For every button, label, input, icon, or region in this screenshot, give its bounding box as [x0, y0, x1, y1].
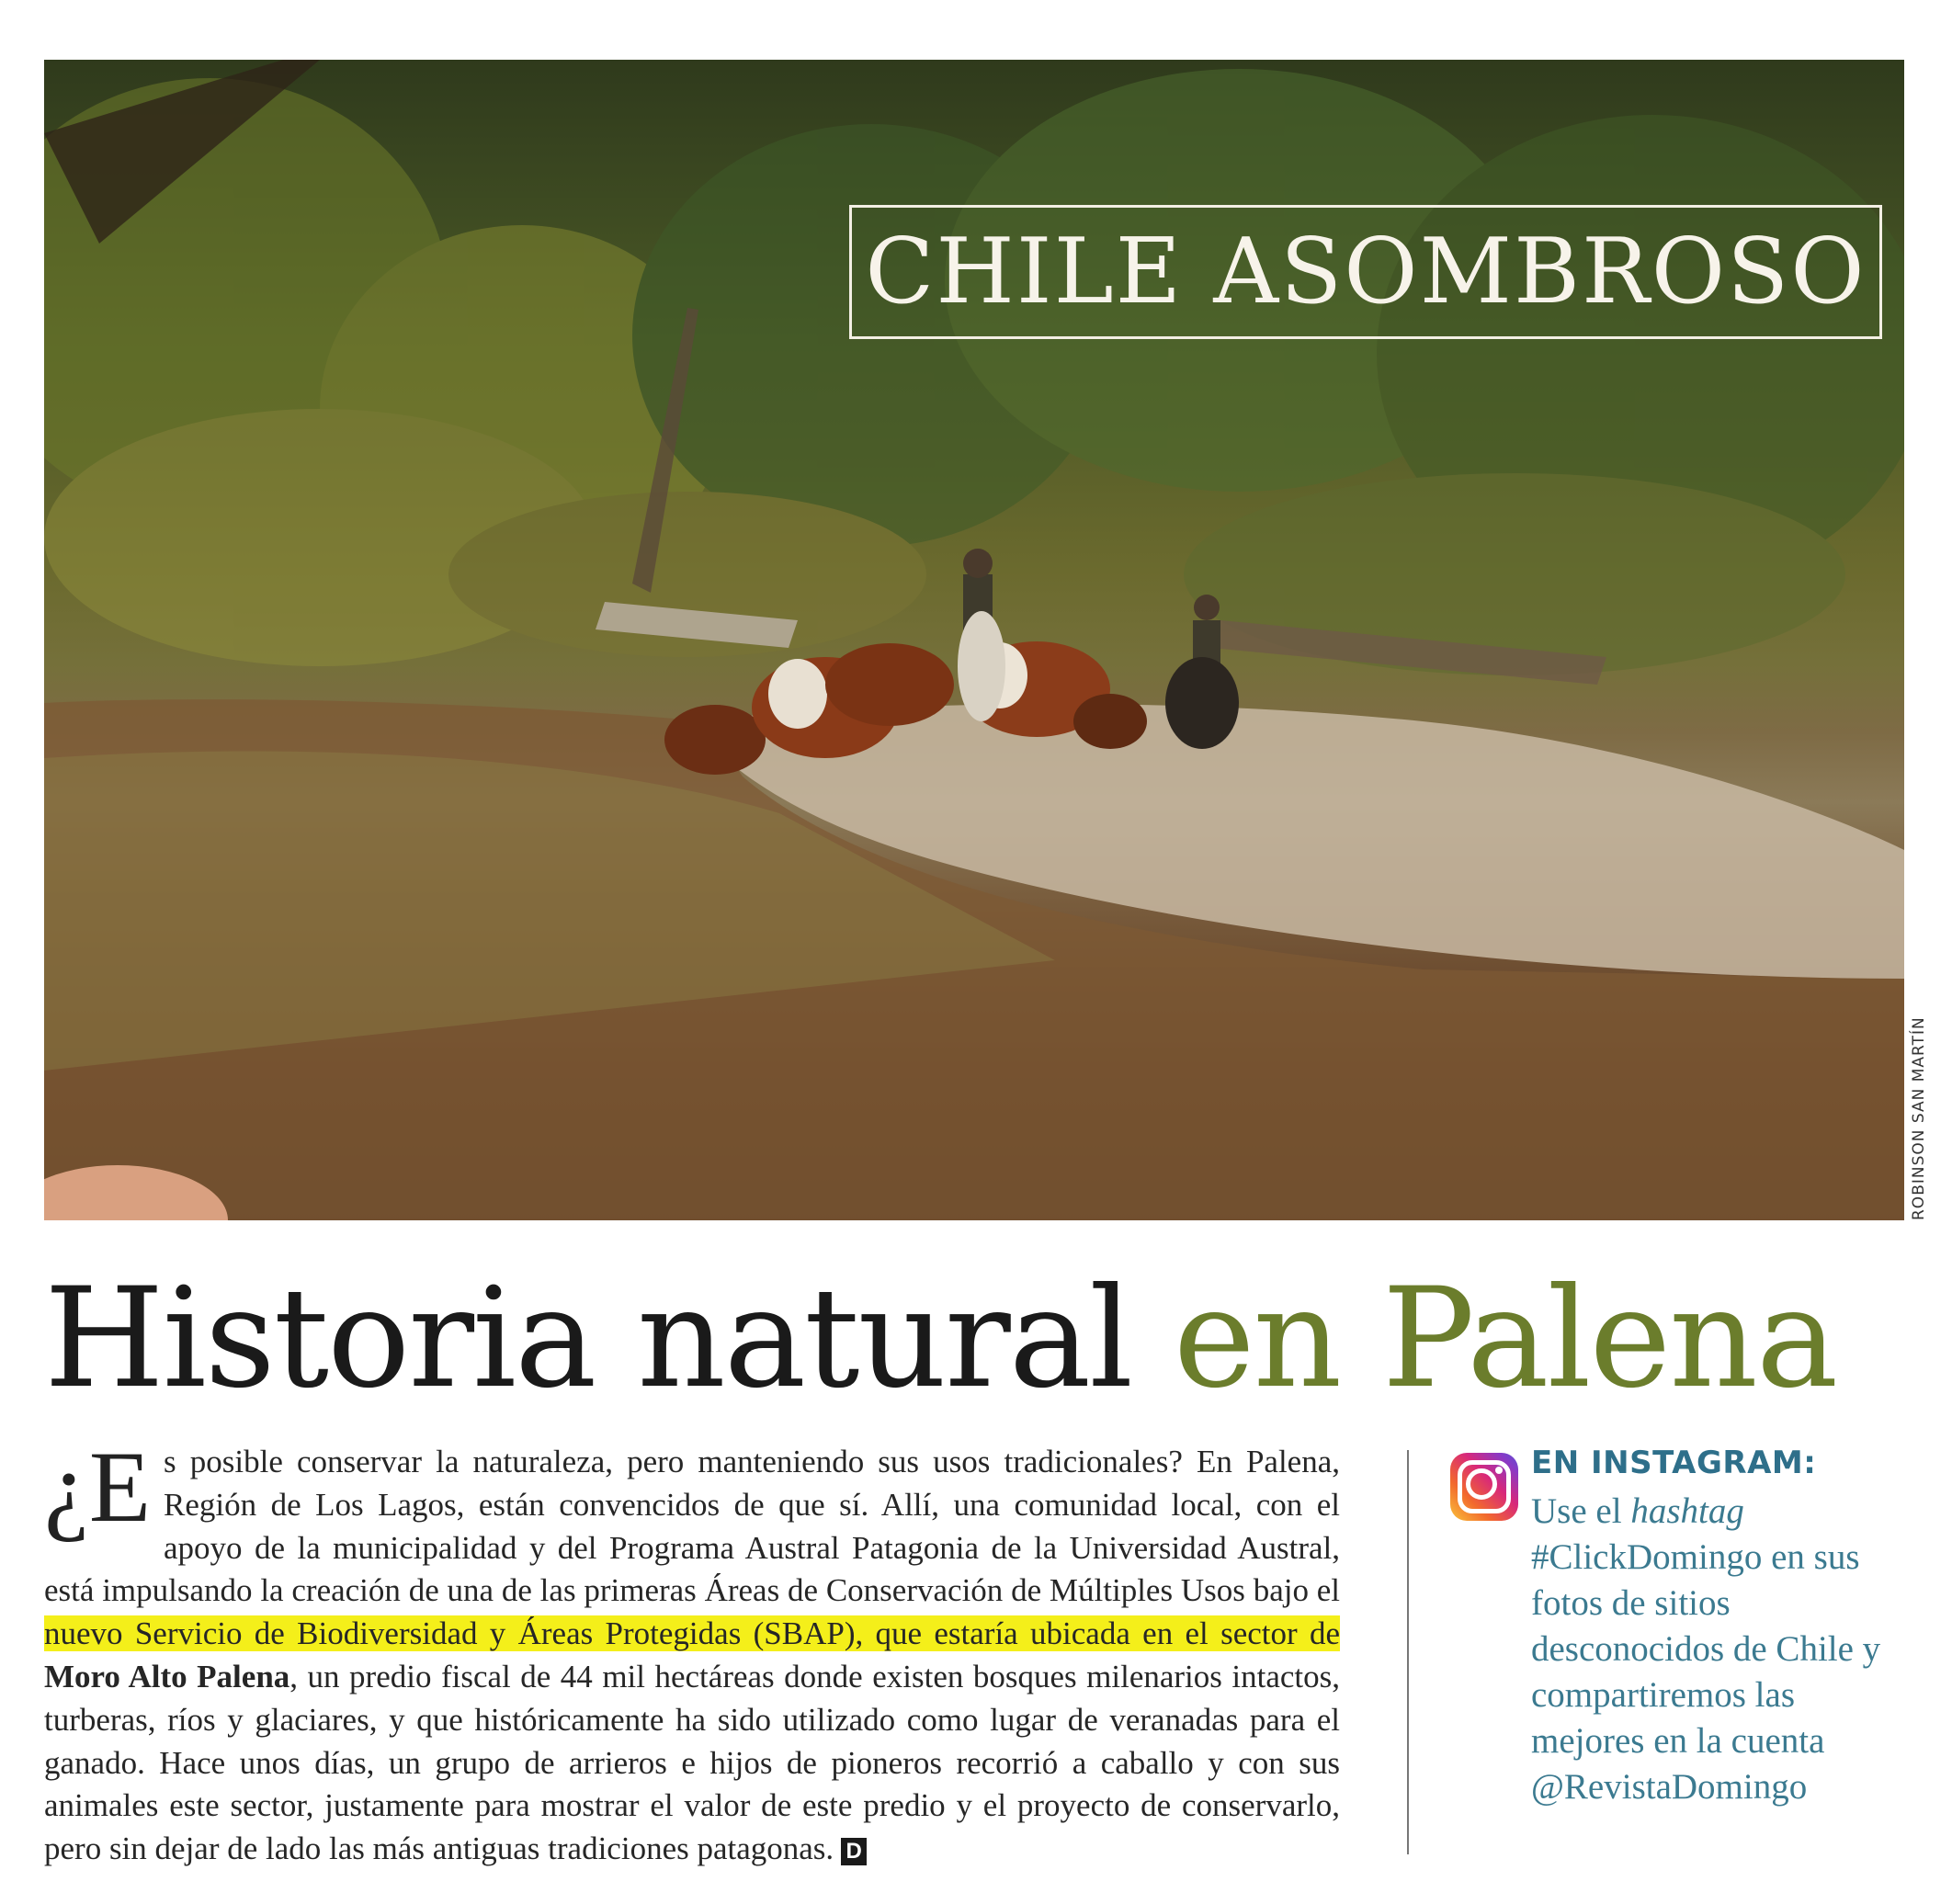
- headline-part-2: en Palena: [1173, 1259, 1837, 1419]
- column-divider: [1407, 1450, 1409, 1854]
- hero-photo: [44, 60, 1904, 1220]
- section-title-box: [849, 205, 1882, 339]
- instagram-text-rest: #ClickDomingo en sus fotos de sitios desconocidos de Chile y compartiremos las mejores en la cuenta @RevistaDomingo: [1531, 1537, 1881, 1807]
- end-mark-icon: D: [841, 1838, 867, 1865]
- highlighted-text: nuevo Servicio de Biodiversidad y Áreas Protegidas (SBAP), que estaría ubicada en el sector de: [44, 1615, 1340, 1652]
- drop-cap: ¿E: [44, 1431, 152, 1543]
- article-text-2: , un predio fiscal de 44 mil hectáreas donde existen bosques milenarios intactos, turberas, ríos y glaciares, y que históricamente ha sido utilizado como lugar de veranadas para el ganado. Hace unos días, un grupo de arrieros e hijos de pioneros recorrió a caballo y con sus animales este sector, justamente para mostrar el valor de este predio y el proyecto de conservarlo, pero sin dejar de lado las más antiguas tradiciones patagonas.: [44, 1658, 1341, 1867]
- instagram-heading: EN INSTAGRAM:: [1531, 1445, 1817, 1481]
- instagram-text-intro: Use el: [1531, 1491, 1631, 1531]
- instagram-icon: [1450, 1453, 1518, 1521]
- article-body: [44, 1431, 1341, 1871]
- headline-part-1: Historia natural: [44, 1259, 1174, 1419]
- bold-place-name: Moro Alto Palena: [44, 1658, 290, 1694]
- photo-credit: ROBINSON SAN MARTÍN: [1910, 1016, 1928, 1220]
- instagram-text: [1531, 1489, 1917, 1810]
- article-text-1: s posible conservar la naturaleza, pero manteniendo sus usos tradicionales? En Palena, Región de Los Lagos, están convencidos de que sí. Allí, una comunidad local, con el apoyo de la municipalidad y del Programa Austral Patagonia de la Universidad Austral, está impulsando la creación de una de las primeras Áreas de Conservación de Múltiples Usos bajo el: [44, 1444, 1340, 1609]
- headline: [44, 1259, 1837, 1419]
- instagram-text-hashtag-word: hashtag: [1630, 1491, 1744, 1531]
- section-title: CHILE ASOMBROSO: [865, 220, 1867, 324]
